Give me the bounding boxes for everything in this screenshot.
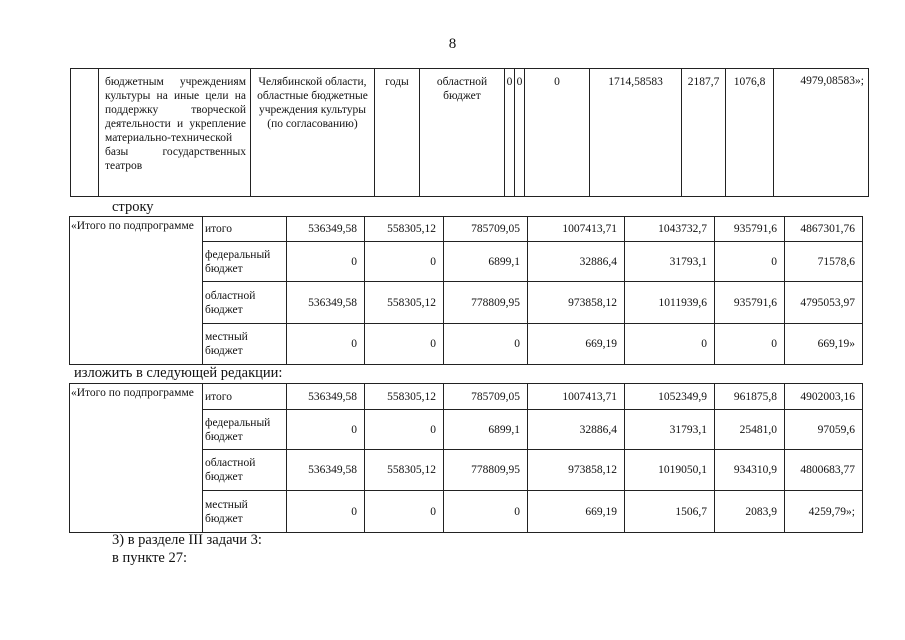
subprogram-total-label: «Итого по подпрограмме [70, 384, 203, 533]
funding-source-cell: областной бюджет [420, 69, 505, 197]
value-cell: 558305,12 [365, 450, 444, 491]
point-text: в пункте 27: [112, 550, 188, 566]
executor-cell: Челябинской области, областные бюджетные учреждения культуры (по согласованию) [251, 69, 375, 197]
value-cell: 4867301,76 [785, 217, 863, 242]
value-cell: 669,19» [785, 324, 863, 365]
value-cell: 536349,58 [287, 384, 365, 410]
value-cell: 1714,58583 [590, 69, 682, 197]
value-cell: 4902003,16 [785, 384, 863, 410]
value-cell: 1506,7 [625, 491, 715, 533]
value-cell: 0 [287, 491, 365, 533]
value-cell: 4795053,97 [785, 282, 863, 324]
value-cell: 1052349,9 [625, 384, 715, 410]
table-row [70, 217, 863, 242]
value-cell: 536349,58 [287, 282, 365, 324]
value-cell: 558305,12 [365, 384, 444, 410]
value-cell: 0 [715, 324, 785, 365]
total-value-cell: 4979,08583»; [774, 69, 869, 197]
value-cell: 0 [505, 69, 515, 197]
value-cell: 973858,12 [528, 282, 625, 324]
subprogram-total-label: «Итого по подпрограмме [70, 217, 203, 365]
value-cell: 1011939,6 [625, 282, 715, 324]
value-cell: 1043732,7 [625, 217, 715, 242]
value-cell: 0 [287, 242, 365, 282]
row-label: областной бюджет [203, 450, 287, 491]
value-cell: 778809,95 [444, 282, 528, 324]
value-cell: 935791,6 [715, 282, 785, 324]
value-cell: 0 [287, 324, 365, 365]
value-cell: 32886,4 [528, 410, 625, 450]
value-cell: 0 [444, 491, 528, 533]
value-cell: 97059,6 [785, 410, 863, 450]
row-label: областной бюджет [203, 282, 287, 324]
value-cell: 0 [715, 242, 785, 282]
table-row [70, 384, 863, 410]
old-totals-table [69, 216, 863, 365]
value-cell: 558305,12 [365, 217, 444, 242]
new-totals-table [69, 383, 863, 533]
value-cell: 4800683,77 [785, 450, 863, 491]
value-cell: 0 [365, 491, 444, 533]
measure-description: бюджетным учреждениям культуры на иные цели на поддержку творческой деятельности и укрепление материально-технической базы государственных театров [99, 69, 251, 197]
value-cell: 0 [515, 69, 525, 197]
value-cell: 0 [365, 324, 444, 365]
value-cell: 25481,0 [715, 410, 785, 450]
program-row-table [70, 68, 869, 197]
value-cell: 6899,1 [444, 410, 528, 450]
row-label: федеральный бюджет [203, 410, 287, 450]
section-heading-text: 3) в разделе III задачи 3: [112, 532, 262, 548]
value-cell: 1019050,1 [625, 450, 715, 491]
value-cell: 31793,1 [625, 242, 715, 282]
value-cell: 32886,4 [528, 242, 625, 282]
value-cell: 536349,58 [287, 450, 365, 491]
value-cell: 2083,9 [715, 491, 785, 533]
row-label: итого [203, 384, 287, 410]
value-cell: 1007413,71 [528, 217, 625, 242]
page-number: 8 [448, 36, 457, 52]
row-label: федеральный бюджет [203, 242, 287, 282]
row-label: итого [203, 217, 287, 242]
value-cell: 0 [444, 324, 528, 365]
value-cell: 536349,58 [287, 217, 365, 242]
value-cell: 0 [365, 242, 444, 282]
row-number-cell [71, 69, 99, 197]
value-cell: 785709,05 [444, 217, 528, 242]
value-cell: 31793,1 [625, 410, 715, 450]
value-cell: 0 [287, 410, 365, 450]
instruction-text-stroku: строку [112, 199, 154, 215]
value-cell: 785709,05 [444, 384, 528, 410]
program-row [71, 69, 869, 197]
value-cell: 0 [625, 324, 715, 365]
value-cell: 71578,6 [785, 242, 863, 282]
value-cell: 961875,8 [715, 384, 785, 410]
value-cell: 1076,8 [726, 69, 774, 197]
value-cell: 1007413,71 [528, 384, 625, 410]
value-cell: 669,19 [528, 324, 625, 365]
instruction-text-redaction: изложить в следующей редакции: [74, 365, 283, 381]
value-cell: 669,19 [528, 491, 625, 533]
row-label: местный бюджет [203, 491, 287, 533]
value-cell: 935791,6 [715, 217, 785, 242]
value-cell: 4259,79»; [785, 491, 863, 533]
value-cell: 0 [525, 69, 590, 197]
value-cell: 2187,7 [682, 69, 726, 197]
value-cell: 558305,12 [365, 282, 444, 324]
value-cell: 934310,9 [715, 450, 785, 491]
value-cell: 778809,95 [444, 450, 528, 491]
period-cell: годы [375, 69, 420, 197]
value-cell: 0 [365, 410, 444, 450]
value-cell: 6899,1 [444, 242, 528, 282]
value-cell: 973858,12 [528, 450, 625, 491]
row-label: местный бюджет [203, 324, 287, 365]
